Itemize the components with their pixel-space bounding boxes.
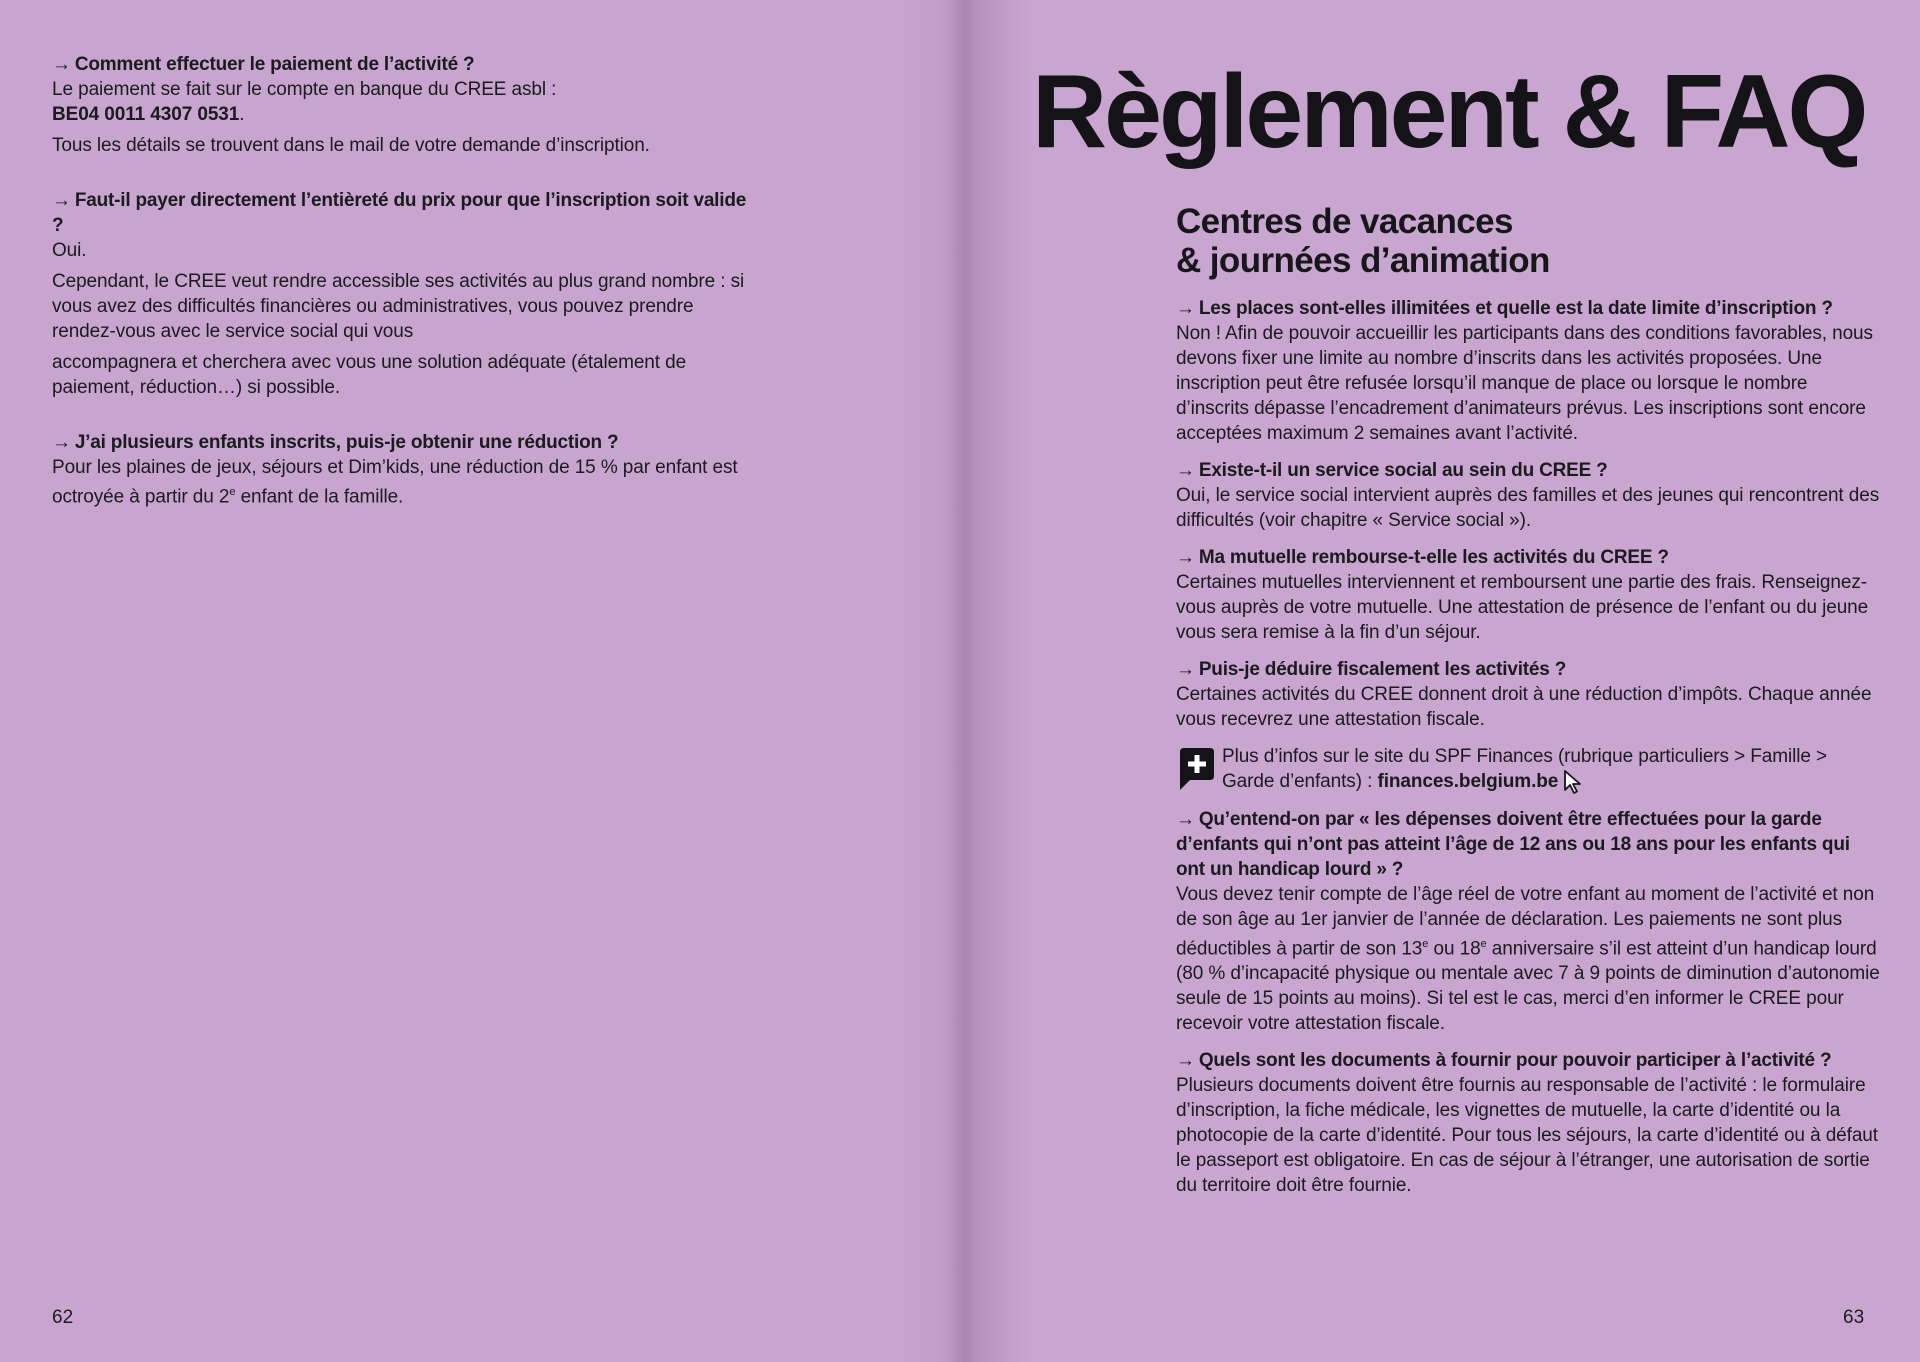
faq-item-reduction xyxy=(52,430,752,509)
faq-item-age-limit xyxy=(1176,807,1881,1036)
faq-answer: Certaines activités du CREE donnent droit à une réduction d’impôts. Chaque année vous recevrez une attestation fiscale. xyxy=(1176,684,1872,730)
faq-answer: Oui, le service social intervient auprès des familles et des jeunes qui rencontrent des difficultés (voir chapitre « Service social »). xyxy=(1176,485,1880,531)
faq-answer-extra: Cependant, le CREE veut rendre accessible ses activités au plus grand nombre : si vous avez des difficultés financières ou administratives, vous pouvez prendre rendez-vous avec le service social qui vous xyxy=(52,271,745,342)
arrow-icon: → xyxy=(52,432,71,453)
faq-question: → J’ai plusieurs enfants inscrits, puis-je obtenir une réduction ? xyxy=(52,432,619,453)
faq-item-mutuelle xyxy=(1176,545,1881,645)
faq-answer: Le paiement se fait sur le compte en banque du CREE asbl : BE04 0011 4307 0531. xyxy=(52,79,557,125)
faq-question: → Quels sont les documents à fournir pour pouvoir participer à l’activité ? xyxy=(1176,1050,1832,1072)
info-box-spf-finances xyxy=(1176,744,1881,795)
right-faq-column xyxy=(1176,296,1881,1210)
iban-number: BE04 0011 4307 0531 xyxy=(52,104,240,125)
arrow-icon: → xyxy=(1176,298,1195,319)
faq-question: → Qu’entend-on par « les dépenses doivent être effectuées pour la garde d’enfants qui n’ont pas atteint l’âge de 12 ans ou 18 ans pour les enfants qui ont un handicap lourd » ? xyxy=(1176,809,1850,880)
arrow-icon: → xyxy=(1176,460,1195,481)
faq-answer: Oui. xyxy=(52,240,87,261)
cursor-pointer-icon xyxy=(1562,769,1584,795)
faq-item-tax xyxy=(1176,657,1881,732)
page-number-left: 62 xyxy=(52,1307,74,1328)
faq-answer: Pour les plaines de jeux, séjours et Dim’kids, une réduction de 15 % par enfant est octroyée à partir du 2e enfant de la famille. xyxy=(52,457,738,508)
faq-item-social-service xyxy=(1176,458,1881,533)
plus-speech-bubble-icon xyxy=(1176,746,1216,792)
info-text: Plus d’infos sur le site du SPF Finances (rubrique particuliers > Famille > Garde d’enfants) : finances.belgium.be xyxy=(1222,744,1881,795)
faq-item-payment xyxy=(52,52,752,158)
faq-item-documents xyxy=(1176,1048,1881,1198)
faq-answer-extra-2: accompagnera et cherchera avec vous une solution adéquate (étalement de paiement, réduction…) si possible. xyxy=(52,352,687,398)
faq-item-places xyxy=(1176,296,1881,446)
faq-answer: Vous devez tenir compte de l’âge réel de votre enfant au moment de l’activité et non de son âge au 1er janvier de l’année de déclaration. Les paiements ne sont plus déductibles à partir de son 13e ou 18e anniversaire s’il est atteint d’un handicap lourd (80 % d’incapacité physique ou mentale avec 7 à 9 points de diminution d’autonomie seule de 15 points au moins). Si tel est le cas, merci d’en informer le CREE pour recevoir votre attestation fiscale. xyxy=(1176,884,1880,1035)
finances-link[interactable]: finances.belgium.be xyxy=(1377,771,1559,792)
section-subtitle: Centres de vacances & journées d’animation xyxy=(1176,202,1550,280)
left-faq-column xyxy=(52,52,752,539)
page-title: Règlement & FAQ xyxy=(1032,54,1866,170)
faq-question: → Faut-il payer directement l’entièreté du prix pour que l’inscription soit valide ? xyxy=(52,190,747,236)
faq-question: → Existe-t-il un service social au sein du CREE ? xyxy=(1176,460,1608,481)
faq-answer: Non ! Afin de pouvoir accueillir les participants dans des conditions favorables, nous devons fixer une limite au nombre d’inscrits dans les activités proposées. Une inscription peut être refusée lorsqu’il manque de place ou lorsque le nombre d’inscrits dépasse l’encadrement d’animateurs prévus. Les inscriptions sont encore acceptées maximum 2 semaines avant l’activité. xyxy=(1176,323,1873,444)
faq-question: → Ma mutuelle rembourse-t-elle les activités du CREE ? xyxy=(1176,547,1669,568)
arrow-icon: → xyxy=(1176,547,1195,568)
arrow-icon: → xyxy=(52,190,71,211)
faq-question: → Comment effectuer le paiement de l’activité ? xyxy=(52,54,475,75)
faq-item-full-price xyxy=(52,188,752,400)
arrow-icon: → xyxy=(1176,1050,1195,1072)
faq-question: → Les places sont-elles illimitées et quelle est la date limite d’inscription ? xyxy=(1176,298,1833,319)
arrow-icon: → xyxy=(1176,659,1195,680)
faq-question: → Puis-je déduire fiscalement les activités ? xyxy=(1176,659,1567,680)
faq-answer: Certaines mutuelles interviennent et remboursent une partie des frais. Renseignez-vous auprès de votre mutuelle. Une attestation de présence de l’enfant ou du jeune vous sera remise à la fin d’un séjour. xyxy=(1176,572,1869,643)
page-number-right: 63 xyxy=(1843,1307,1865,1328)
faq-answer: Plusieurs documents doivent être fournis au responsable de l’activité : le formulaire d’inscription, la fiche médicale, les vignettes de mutuelle, la carte d’identité ou la photocopie de la carte d’identité. Pour tous les séjours, la carte d’identité ou à défaut le passeport est obligatoire. En cas de séjour à l’étranger, une autorisation de sortie du territoire doit être fournie. xyxy=(1176,1075,1878,1197)
faq-answer-extra: Tous les détails se trouvent dans le mail de votre demande d’inscription. xyxy=(52,135,650,156)
arrow-icon: → xyxy=(52,54,71,75)
arrow-icon: → xyxy=(1176,809,1195,830)
